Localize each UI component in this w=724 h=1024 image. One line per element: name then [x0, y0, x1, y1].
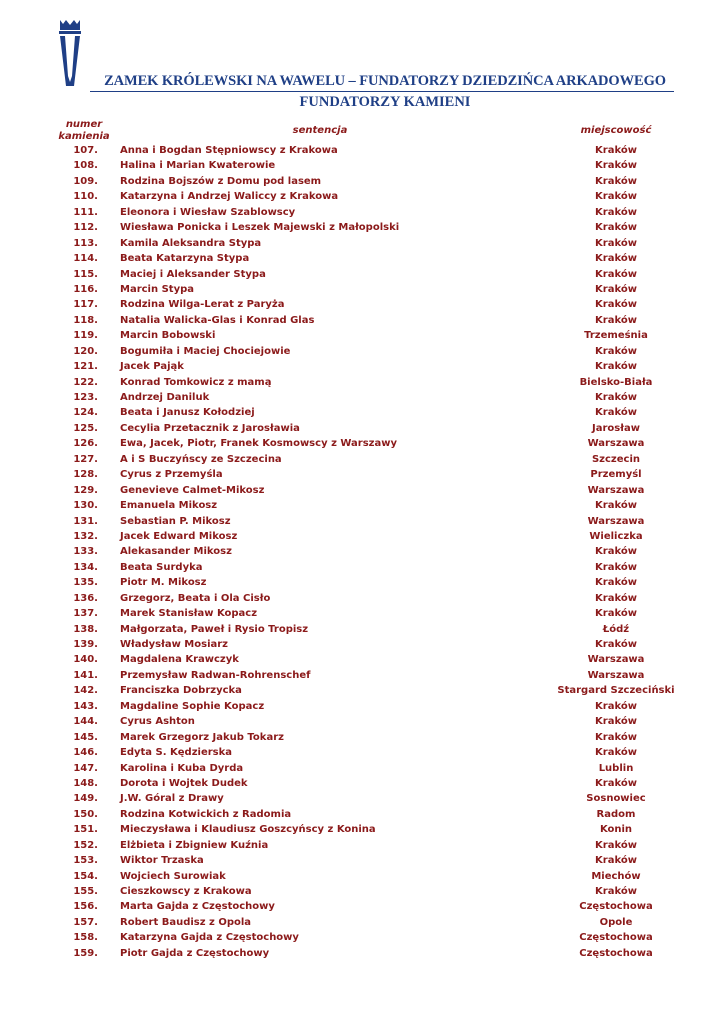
founder-place: Kraków: [595, 700, 637, 712]
founder-name: Natalia Walicka-Glas i Konrad Glas: [120, 314, 315, 326]
stone-number: 121.: [73, 361, 98, 373]
list-item: [0, 746, 724, 761]
stone-number: 153.: [73, 855, 98, 867]
stone-number: 137.: [73, 608, 98, 620]
founder-name: Cyrus z Przemyśla: [120, 469, 223, 481]
founder-name: Elżbieta i Zbigniew Kuźnia: [120, 839, 269, 851]
list-item: [0, 237, 724, 252]
founder-name: Katarzyna Gajda z Częstochowy: [120, 932, 299, 944]
founder-place: Kraków: [595, 253, 637, 265]
stone-number: 144.: [73, 716, 98, 728]
stone-number: 118.: [73, 314, 98, 326]
list-item: [0, 839, 724, 854]
stone-number: 126.: [73, 438, 98, 450]
founder-name: Katarzyna i Andrzej Waliccy z Krakowa: [120, 191, 339, 203]
stone-number: 155.: [73, 886, 98, 897]
list-item: [0, 931, 724, 946]
list-item: [0, 731, 724, 746]
founder-place: Kraków: [595, 639, 637, 650]
stone-number: 115.: [73, 268, 98, 280]
list-item: [0, 545, 724, 560]
founder-name: Marcin Bobowski: [120, 330, 216, 342]
founder-place: Częstochowa: [579, 947, 653, 959]
founder-name: Halina i Marian Kwaterowie: [120, 160, 276, 172]
stone-number: 134.: [73, 561, 98, 573]
list-item: [0, 314, 724, 329]
list-item: [0, 329, 724, 344]
founder-name: Wiktor Trzaska: [120, 855, 204, 867]
founder-name: Wiesława Ponicka i Leszek Majewski z Małopolski: [120, 222, 400, 234]
stone-number: 119.: [73, 330, 98, 342]
founder-name: Beata Katarzyna Stypa: [120, 253, 250, 265]
founder-name: Rodzina Wilga-Lerat z Paryża: [120, 299, 285, 311]
stone-number: 107.: [73, 145, 98, 156]
list-item: [0, 669, 724, 684]
founder-name: Grzegorz, Beata i Ola Cisło: [120, 592, 271, 604]
founder-name: Marek Grzegorz Jakub Tokarz: [120, 731, 284, 743]
stone-number: 120.: [73, 345, 98, 357]
list-item: [0, 159, 724, 174]
founder-place: Kraków: [595, 592, 637, 604]
stone-number: 150.: [73, 808, 98, 820]
founder-place: Kraków: [595, 314, 637, 326]
stone-number: 159.: [73, 947, 98, 959]
list-item: [0, 530, 724, 545]
list-item: [0, 144, 724, 159]
founder-place: Kraków: [595, 777, 637, 789]
list-item: [0, 576, 724, 591]
stone-number: 128.: [73, 469, 98, 481]
stone-number: 127.: [73, 453, 98, 465]
stone-number: 140.: [73, 654, 98, 666]
founder-place: Warszawa: [587, 515, 645, 527]
list-item: [0, 623, 724, 638]
list-item: [0, 437, 724, 452]
document-title: ZAMEK KRÓLEWSKI NA WAWELU – FUNDATORZY DZIEDZIŃCA ARKADOWEGO: [104, 73, 666, 89]
stone-number: 145.: [73, 731, 98, 743]
stone-number: 135.: [73, 577, 98, 589]
stone-number: 156.: [73, 901, 98, 913]
founder-name: Piotr M. Mikosz: [120, 577, 207, 589]
list-item: [0, 484, 724, 499]
founder-place: Warszawa: [587, 654, 645, 666]
list-item: [0, 345, 724, 360]
founder-name: Kamila Aleksandra Stypa: [120, 237, 262, 249]
stone-number: 124.: [73, 407, 98, 419]
column-header-place: miejscowość: [580, 125, 652, 136]
founder-name: Edyta S. Kędzierska: [120, 747, 233, 759]
stone-number: 123.: [73, 392, 98, 403]
list-item: [0, 376, 724, 391]
founder-place: Bielsko-Biała: [579, 376, 653, 388]
founder-place: Kraków: [595, 392, 637, 403]
founder-place: Szczecin: [591, 453, 641, 465]
founder-name: Emanuela Mikosz: [120, 500, 218, 512]
stone-number: 109.: [73, 175, 98, 187]
founder-place: Opole: [599, 916, 633, 928]
founder-place: Warszawa: [587, 669, 645, 681]
stone-number: 108.: [73, 160, 98, 172]
stone-number: 154.: [73, 870, 98, 882]
stone-number: 158.: [73, 932, 98, 944]
list-item: [0, 715, 724, 730]
list-item: [0, 823, 724, 838]
founder-name: Jacek Pająk: [120, 361, 184, 373]
founder-name: Franciszka Dobrzycka: [120, 685, 242, 697]
list-item: [0, 900, 724, 915]
founder-place: Kraków: [595, 206, 637, 218]
founder-place: Sosnowiec: [586, 793, 646, 805]
stone-number: 116.: [73, 283, 98, 295]
founder-place: Kraków: [595, 299, 637, 311]
founder-place: Kraków: [595, 191, 637, 203]
founder-place: Częstochowa: [579, 932, 653, 944]
founder-place: Kraków: [595, 175, 637, 187]
stone-number: 131.: [73, 515, 98, 527]
founder-name: Piotr Gajda z Częstochowy: [120, 947, 270, 959]
founder-place: Kraków: [595, 886, 637, 897]
founder-name: J.W. Góral z Drawy: [120, 793, 224, 805]
list-item: [0, 607, 724, 622]
stone-number: 122.: [73, 376, 98, 388]
founder-place: Kraków: [595, 145, 637, 156]
founder-name: Marcin Stypa: [120, 283, 194, 295]
title-divider: [90, 91, 674, 92]
list-item: [0, 653, 724, 668]
list-item: [0, 360, 724, 375]
founder-name: Beata Surdyka: [120, 561, 203, 573]
founder-name: Konrad Tomkowicz z mamą: [120, 376, 272, 388]
founder-place: Warszawa: [587, 484, 645, 496]
founder-place: Łódź: [602, 623, 630, 635]
founder-place: Kraków: [595, 160, 637, 172]
stone-number: 139.: [73, 639, 98, 650]
founder-name: Anna i Bogdan Stępniowscy z Krakowa: [120, 145, 338, 156]
founder-name: Małgorzata, Paweł i Rysio Tropisz: [120, 623, 309, 635]
founder-name: Wojciech Surowiak: [120, 870, 226, 882]
stone-number: 148.: [73, 777, 98, 789]
founder-place: Stargard Szczeciński: [557, 685, 675, 697]
founder-place: Kraków: [595, 500, 637, 512]
founder-place: Przemyśl: [590, 469, 642, 481]
column-header-number-line1: numer: [65, 119, 103, 130]
list-item: [0, 221, 724, 236]
founder-place: Kraków: [595, 546, 637, 558]
list-item: [0, 947, 724, 962]
stone-number: 149.: [73, 793, 98, 805]
founder-name: Eleonora i Wiesław Szablowscy: [120, 206, 296, 218]
founder-place: Kraków: [595, 608, 637, 620]
founder-name: Genevieve Calmet-Mikosz: [120, 484, 265, 496]
list-item: [0, 175, 724, 190]
founder-place: Konin: [599, 824, 633, 836]
list-item: [0, 190, 724, 205]
founder-name: Magdalena Krawczyk: [120, 654, 239, 666]
founder-name: Mieczysława i Klaudiusz Goszcyńscy z Konina: [120, 824, 376, 836]
stone-list: [0, 144, 724, 962]
founder-place: Kraków: [595, 237, 637, 249]
list-item: [0, 808, 724, 823]
founder-name: Dorota i Wojtek Dudek: [120, 777, 248, 789]
founder-place: Lublin: [598, 762, 634, 774]
list-item: [0, 684, 724, 699]
list-item: [0, 268, 724, 283]
stone-number: 147.: [73, 762, 98, 774]
stone-number: 138.: [73, 623, 98, 635]
founder-place: Kraków: [595, 577, 637, 589]
list-item: [0, 515, 724, 530]
founder-place: Kraków: [595, 222, 637, 234]
founder-name: A i S Buczyńscy ze Szczecina: [120, 453, 282, 465]
list-item: [0, 422, 724, 437]
list-item: [0, 391, 724, 406]
founder-place: Kraków: [595, 839, 637, 851]
founder-place: Kraków: [595, 345, 637, 357]
founder-name: Bogumiła i Maciej Chociejowie: [120, 345, 291, 357]
founder-place: Kraków: [595, 407, 637, 419]
founder-name: Alekasander Mikosz: [120, 546, 232, 558]
list-item: [0, 468, 724, 483]
founder-place: Kraków: [595, 283, 637, 295]
list-item: [0, 777, 724, 792]
founder-name: Rodzina Kotwickich z Radomia: [120, 808, 292, 820]
founder-name: Marek Stanisław Kopacz: [120, 608, 258, 620]
list-item: [0, 283, 724, 298]
list-item: [0, 870, 724, 885]
list-item: [0, 885, 724, 900]
stone-number: 114.: [73, 253, 98, 265]
stone-number: 157.: [73, 916, 98, 928]
list-item: [0, 453, 724, 468]
founder-name: Cecylia Przetacznik z Jarosławia: [120, 422, 300, 434]
founder-place: Wieliczka: [589, 530, 643, 542]
founder-place: Kraków: [595, 361, 637, 373]
list-item: [0, 638, 724, 653]
column-header-number-line2: kamienia: [58, 130, 110, 142]
stone-number: 146.: [73, 747, 98, 759]
founder-name: Marta Gajda z Częstochowy: [120, 901, 275, 913]
stone-number: 110.: [73, 191, 98, 203]
founder-place: Miechów: [591, 870, 641, 882]
list-item: [0, 854, 724, 869]
list-item: [0, 592, 724, 607]
founder-place: Warszawa: [587, 438, 645, 450]
founder-place: Trzemeśnia: [584, 330, 648, 342]
column-header-number: [52, 119, 116, 142]
list-item: [0, 499, 724, 514]
stone-number: 133.: [73, 546, 98, 558]
list-item: [0, 916, 724, 931]
stone-number: 129.: [73, 484, 98, 496]
list-item: [0, 298, 724, 313]
column-header-sentence: sentencja: [292, 125, 348, 136]
stone-number: 143.: [73, 700, 98, 712]
stone-number: 130.: [73, 500, 98, 512]
founder-name: Cieszkowscy z Krakowa: [120, 886, 252, 897]
stone-number: 141.: [73, 669, 98, 681]
stone-number: 111.: [73, 206, 98, 218]
stone-number: 125.: [73, 422, 98, 434]
stone-number: 142.: [73, 685, 98, 697]
founder-place: Częstochowa: [579, 901, 653, 913]
stone-number: 113.: [73, 237, 98, 249]
founder-place: Radom: [596, 808, 636, 820]
stone-number: 112.: [73, 222, 98, 234]
founder-name: Karolina i Kuba Dyrda: [120, 762, 244, 774]
founder-name: Maciej i Aleksander Stypa: [120, 268, 266, 280]
founder-place: Kraków: [595, 747, 637, 759]
founder-name: Robert Baudisz z Opola: [120, 916, 252, 928]
founder-name: Beata i Janusz Kołodziej: [120, 407, 255, 419]
stone-number: 132.: [73, 530, 98, 542]
founder-place: Kraków: [595, 716, 637, 728]
stone-number: 152.: [73, 839, 98, 851]
list-item: [0, 206, 724, 221]
stone-number: 136.: [73, 592, 98, 604]
founder-place: Jarosław: [592, 422, 640, 434]
wawel-crown-logo: [56, 18, 84, 86]
founder-name: Przemysław Radwan-Rohrenschef: [120, 669, 311, 681]
founder-place: Kraków: [595, 268, 637, 280]
list-item: [0, 762, 724, 777]
founder-name: Ewa, Jacek, Piotr, Franek Kosmowscy z Warszawy: [120, 438, 397, 450]
founder-name: Magdaline Sophie Kopacz: [120, 700, 265, 712]
stone-number: 117.: [73, 299, 98, 311]
list-item: [0, 700, 724, 715]
list-item: [0, 561, 724, 576]
founder-name: Cyrus Ashton: [120, 716, 195, 728]
founder-place: Kraków: [595, 855, 637, 867]
founder-place: Kraków: [595, 561, 637, 573]
founder-name: Andrzej Daniluk: [120, 392, 210, 403]
stone-number: 151.: [73, 824, 98, 836]
list-item: [0, 252, 724, 267]
list-item: [0, 792, 724, 807]
founder-name: Sebastian P. Mikosz: [120, 515, 231, 527]
founder-name: Władysław Mosiarz: [120, 639, 228, 650]
founder-place: Kraków: [595, 731, 637, 743]
list-item: [0, 406, 724, 421]
document-subtitle: FUNDATORZY KAMIENI: [299, 94, 471, 110]
founder-name: Rodzina Bojszów z Domu pod lasem: [120, 175, 322, 187]
founder-name: Jacek Edward Mikosz: [120, 530, 238, 542]
